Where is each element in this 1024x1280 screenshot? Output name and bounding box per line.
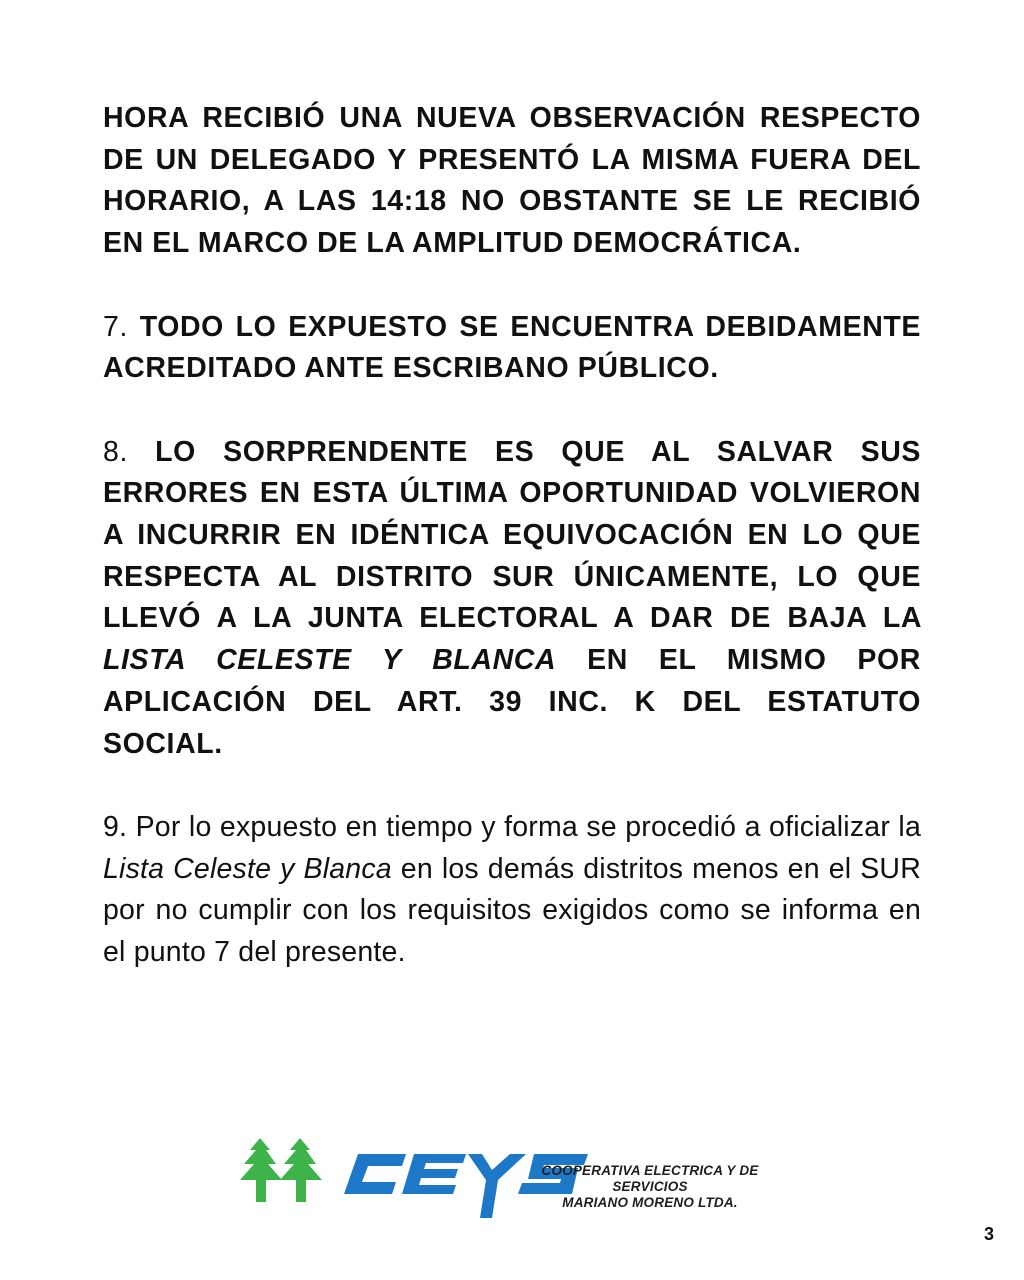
cooperative-name (505, 1163, 795, 1211)
paragraph-8-list-name: LISTA CELESTE Y BLANCA (103, 644, 557, 677)
paragraph-9-text-b: en los demás distritos menos en el SUR por no cumplir con los requisitos exigidos como se informa en el punto 7 del presente. (103, 852, 921, 969)
paragraph-7-number: 7. (103, 310, 128, 343)
paragraph-7 (103, 307, 921, 390)
paragraph-9-list-name: Lista Celeste y Blanca (103, 852, 392, 885)
paragraph-8-text-b: EN EL MISMO POR APLICACIÓN DEL ART. 39 INC. K DEL ESTATUTO SOCIAL. (103, 644, 921, 760)
paragraph-8-text-a: LO SORPRENDENTE ES QUE AL SALVAR SUS ERRORES EN ESTA ÚLTIMA OPORTUNIDAD VOLVIERON A INCURRIR EN IDÉNTICA EQUIVOCACIÓN EN LO QUE RESPECTA AL DISTRITO SUR ÚNICAMENTE, LO QUE LLEVÓ A LA JUNTA ELECTORAL A DAR DE BAJA LA (103, 435, 921, 635)
paragraph-9 (103, 807, 921, 974)
cooperative-name-line1: COOPERATIVA ELECTRICA Y DE SERVICIOS (541, 1163, 759, 1194)
document-body (103, 98, 921, 1015)
paragraph-6-continuation (103, 98, 921, 265)
cooperative-name-line2: MARIANO MORENO LTDA. (562, 1195, 738, 1210)
paragraph-8-number: 8. (103, 435, 128, 468)
paragraph-8 (103, 432, 921, 766)
tree-icon (280, 1138, 322, 1202)
paragraph-6-text: HORA RECIBIÓ UNA NUEVA OBSERVACIÓN RESPECTO DE UN DELEGADO Y PRESENTÓ LA MISMA FUERA DEL HORARIO, A LAS 14:18 NO OBSTANTE SE LE RECIBIÓ EN EL MARCO DE LA AMPLITUD DEMOCRÁTICA. (103, 102, 921, 260)
paragraph-7-text: TODO LO EXPUESTO SE ENCUENTRA DEBIDAMENTE ACREDITADO ANTE ESCRIBANO PÚBLICO. (103, 310, 921, 385)
page-number: 3 (983, 1224, 994, 1244)
tree-icon (240, 1138, 282, 1202)
paragraph-9-text-a: 9. Por lo expuesto en tiempo y forma se procedió a oficializar la (103, 810, 921, 843)
logo-text: CEYS (238, 1136, 241, 1137)
